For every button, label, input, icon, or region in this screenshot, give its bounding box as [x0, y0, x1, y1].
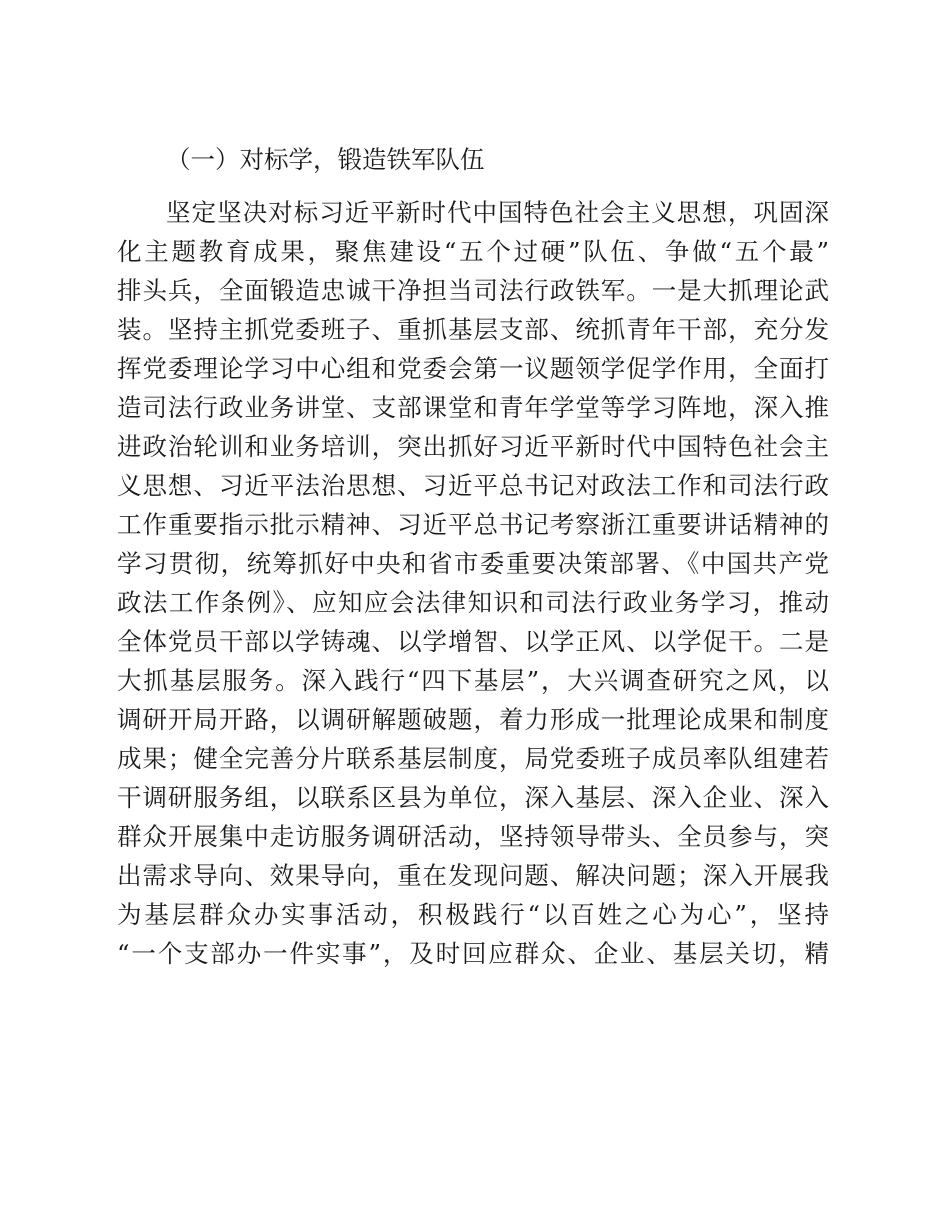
paragraph-line: 排头兵，全面锻造忠诚干净担当司法行政铁军。一是大抓理论武	[117, 276, 829, 305]
paragraph-line: 工作重要指示批示精神、习近平总书记考察浙江重要讲话精神的	[117, 510, 829, 539]
paragraph-line: 化主题教育成果，聚焦建设“五个过硬”队伍、争做“五个最”	[117, 237, 829, 266]
paragraph-line: 政法工作条例》、应知应会法律知识和司法行政业务学习，推动	[117, 588, 829, 617]
paragraph-line: 全体党员干部以学铸魂、以学增智、以学正风、以学促干。二是	[117, 627, 829, 656]
paragraph-line: 进政治轮训和业务培训，突出抓好习近平新时代中国特色社会主	[117, 432, 829, 461]
paragraph-line: 干调研服务组，以联系区县为单位，深入基层、深入企业、深入	[117, 783, 829, 812]
paragraph-line: “一个支部办一件实事”，及时回应群众、企业、基层关切，精	[117, 939, 829, 968]
section-heading: （一）对标学，锻造铁军队伍	[166, 145, 485, 174]
paragraph-line: 装。坚持主抓党委班子、重抓基层支部、统抓青年干部，充分发	[117, 315, 829, 344]
paragraph-line: 大抓基层服务。深入践行“四下基层”，大兴调查研究之风，以	[117, 666, 829, 695]
paragraph-line: 造司法行政业务讲堂、支部课堂和青年学堂等学习阵地，深入推	[117, 393, 829, 422]
paragraph-line: 为基层群众办实事活动，积极践行“以百姓之心为心”，坚持	[117, 900, 829, 929]
paragraph-line: 义思想、习近平法治思想、习近平总书记对政法工作和司法行政	[117, 471, 829, 500]
paragraph-line: 群众开展集中走访服务调研活动，坚持领导带头、全员参与，突	[117, 822, 829, 851]
paragraph-line: 挥党委理论学习中心组和党委会第一议题领学促学作用，全面打	[117, 354, 829, 383]
paragraph-line: 成果；健全完善分片联系基层制度，局党委班子成员率队组建若	[117, 744, 829, 773]
paragraph-line: 坚定坚决对标习近平新时代中国特色社会主义思想，巩固深	[166, 198, 829, 227]
paragraph-line: 学习贯彻，统筹抓好中央和省市委重要决策部署、《中国共产党	[117, 549, 829, 578]
paragraph-line: 调研开局开路，以调研解题破题，着力形成一批理论成果和制度	[117, 705, 829, 734]
paragraph-line: 出需求导向、效果导向，重在发现问题、解决问题；深入开展我	[117, 861, 829, 890]
